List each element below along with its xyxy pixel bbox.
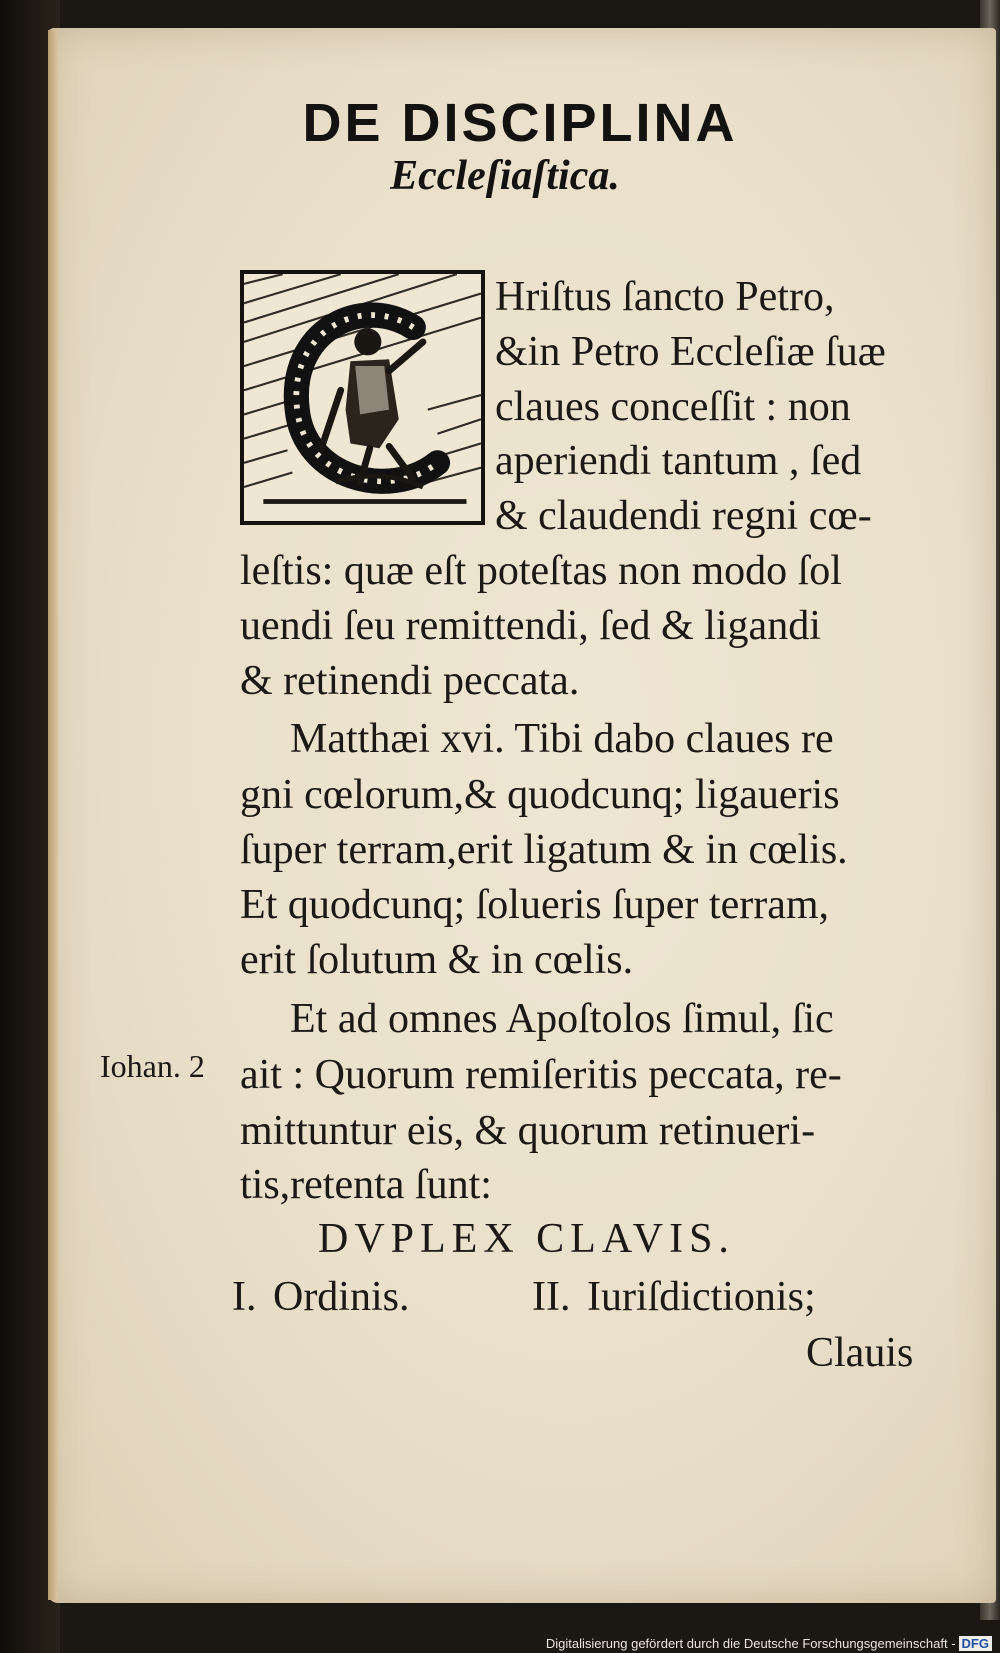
text-line: Et quodcunq; ſolueris ſuper terram, xyxy=(240,882,830,928)
digitization-credit xyxy=(546,1636,992,1651)
text-line: & claudendi regni cœ- xyxy=(495,493,872,539)
text-line: Matthæi xvi. Tibi dabo claues re xyxy=(290,716,834,762)
division-second: II. Iuriſdictionis; xyxy=(532,1274,816,1320)
dfg-logo: DFG xyxy=(959,1636,992,1651)
text-line: claues conceſſit : non xyxy=(495,384,851,430)
credit-text: Digitalisierung gefördert durch die Deutsche Forschungsgemeinschaft - xyxy=(545,1636,956,1651)
text-line: uendi ſeu remittendi, ſed & ligandi xyxy=(240,603,821,649)
page-gutter xyxy=(48,30,58,1600)
text-line: Hriſtus ſancto Petro, xyxy=(495,274,835,320)
text-line: ait : Quorum remiſeritis peccata, re- xyxy=(240,1052,842,1098)
text-line: & retinendi peccata. xyxy=(240,658,580,704)
woodcut-illustration-icon xyxy=(244,274,481,521)
heading-subtitle: Eccleſiaſtica. xyxy=(390,153,620,199)
catchword: Clauis xyxy=(806,1330,914,1376)
text-line: aperiendi tantum , ſed xyxy=(495,438,862,484)
text-line: erit ſolutum & in cœlis. xyxy=(240,937,634,983)
section-title: DVPLEX CLAVIS. xyxy=(318,1216,735,1262)
text-line: ſuper terram,erit ligatum & in cœlis. xyxy=(240,827,848,873)
heading-title: DE DISCIPLINA xyxy=(302,93,738,153)
text-line: &in Petro Eccleſiæ ſuæ xyxy=(495,329,886,375)
page-heading xyxy=(0,92,1000,200)
text-line: leſtis: quæ eſt poteſtas non modo ſol xyxy=(240,548,842,594)
woodcut-initial-c xyxy=(240,270,485,525)
division-first: I. Ordinis. xyxy=(232,1274,410,1320)
text-line: mittuntur eis, & quorum retinueri- xyxy=(240,1108,816,1154)
text-line: Et ad omnes Apoſtolos ſimul, ſic xyxy=(290,996,834,1042)
margin-note: Iohan. 2 xyxy=(100,1048,205,1084)
text-line: gni cœlorum,& quodcunq; ligaueris xyxy=(240,772,840,818)
text-line: tis,retenta ſunt: xyxy=(240,1162,492,1208)
